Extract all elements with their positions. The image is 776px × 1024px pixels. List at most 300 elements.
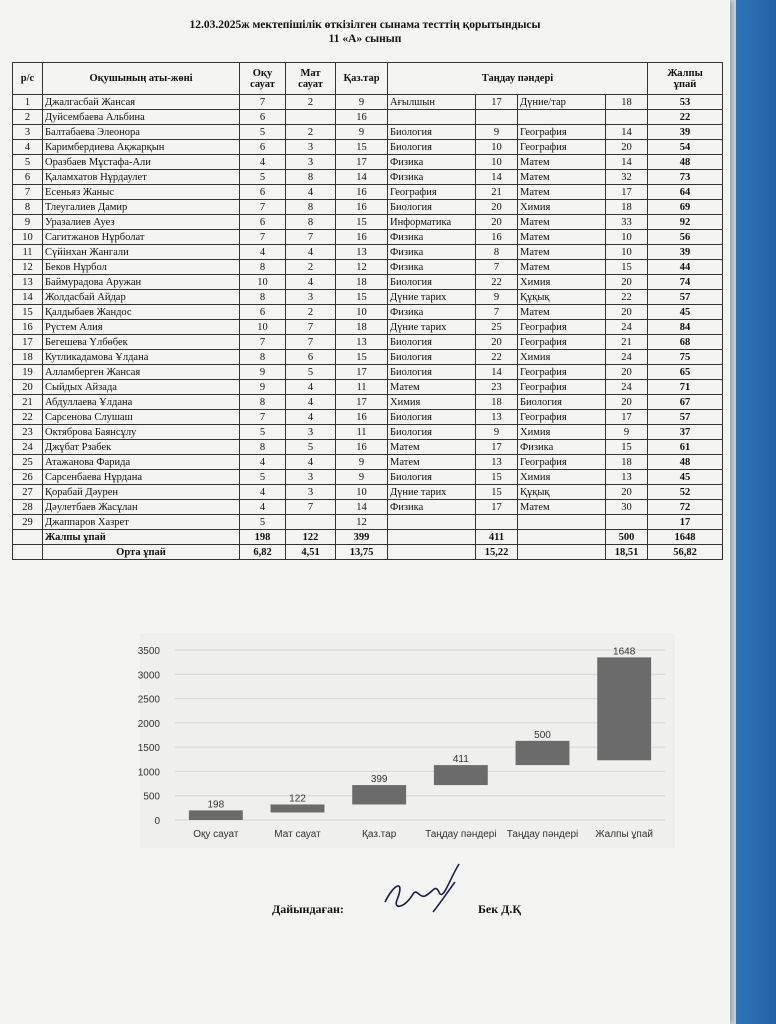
elective1-subject: Физика	[388, 155, 476, 170]
elective2-score: 17	[606, 410, 648, 425]
elective1-score: 20	[476, 200, 518, 215]
table-row	[13, 485, 723, 500]
math-score: 3	[286, 485, 336, 500]
total-score: 67	[648, 395, 723, 410]
elective1-score: 7	[476, 260, 518, 275]
table-row	[13, 155, 723, 170]
table-row	[13, 410, 723, 425]
elective1-score: 8	[476, 245, 518, 260]
reading-score: 6	[240, 140, 286, 155]
elective1-score: 22	[476, 350, 518, 365]
elective1-subject: Физика	[388, 230, 476, 245]
math-score: 8	[286, 215, 336, 230]
elective1-score	[476, 515, 518, 530]
reading-score: 7	[240, 410, 286, 425]
math-score: 3	[286, 155, 336, 170]
math-score: 7	[286, 230, 336, 245]
math-score: 4	[286, 275, 336, 290]
history-score: 18	[336, 275, 388, 290]
student-name: Уразалиев Ауез	[43, 215, 240, 230]
data-label: 411	[452, 754, 469, 766]
history-score: 15	[336, 140, 388, 155]
student-name: Бегешева Үлбөбек	[43, 335, 240, 350]
results-table	[12, 62, 723, 560]
history-score: 9	[336, 125, 388, 140]
avg-math: 4,51	[286, 545, 336, 560]
elective1-score: 23	[476, 380, 518, 395]
math-score	[286, 515, 336, 530]
row-number: 11	[13, 245, 43, 260]
reading-score: 4	[240, 455, 286, 470]
student-name: Оразбаев Мұстафа-Али	[43, 155, 240, 170]
table-row	[13, 245, 723, 260]
reading-score: 4	[240, 500, 286, 515]
reading-score: 8	[240, 395, 286, 410]
col-elective-header: Таңдау пәндері	[388, 63, 648, 95]
elective2-subject: Матем	[518, 155, 606, 170]
history-score: 13	[336, 245, 388, 260]
reading-score: 5	[240, 425, 286, 440]
total-score: 71	[648, 380, 723, 395]
history-score: 14	[336, 170, 388, 185]
table-row	[13, 470, 723, 485]
student-name: Рүстем Алия	[43, 320, 240, 335]
elective2-score: 9	[606, 425, 648, 440]
row-number: 9	[13, 215, 43, 230]
elective2-subject: Матем	[518, 185, 606, 200]
sum-row	[13, 530, 723, 545]
reading-score: 6	[240, 110, 286, 125]
elective2-score: 18	[606, 200, 648, 215]
reading-score: 7	[240, 230, 286, 245]
total-score: 53	[648, 95, 723, 110]
total-score: 57	[648, 290, 723, 305]
row-number: 22	[13, 410, 43, 425]
table-row	[13, 110, 723, 125]
x-tick-label: Оқу сауат	[193, 829, 239, 840]
student-name: Сарсенова Слушаш	[43, 410, 240, 425]
reading-score: 9	[240, 380, 286, 395]
reading-score: 4	[240, 245, 286, 260]
table-row	[13, 320, 723, 335]
elective1-subject: Физика	[388, 500, 476, 515]
table-row	[13, 455, 723, 470]
row-number: 16	[13, 320, 43, 335]
history-score: 11	[336, 380, 388, 395]
elective1-score: 15	[476, 485, 518, 500]
elective2-score: 32	[606, 170, 648, 185]
row-number: 29	[13, 515, 43, 530]
row-number: 2	[13, 110, 43, 125]
history-score: 10	[336, 485, 388, 500]
reading-score: 5	[240, 170, 286, 185]
col-number-header: р/с	[13, 63, 43, 95]
total-score: 45	[648, 305, 723, 320]
reading-score: 5	[240, 470, 286, 485]
elective1-score	[476, 110, 518, 125]
elective2-score	[606, 110, 648, 125]
elective2-subject: Құқық	[518, 485, 606, 500]
row-number: 8	[13, 200, 43, 215]
elective1-score: 15	[476, 470, 518, 485]
col-history-header: Қаз.тар	[336, 63, 388, 95]
math-score: 2	[286, 125, 336, 140]
elective2-score: 17	[606, 185, 648, 200]
elective2-score: 20	[606, 485, 648, 500]
elective1-subject: Биология	[388, 200, 476, 215]
reading-score: 7	[240, 95, 286, 110]
reading-score: 10	[240, 320, 286, 335]
elective2-subject: Матем	[518, 170, 606, 185]
student-name: Алламберген Жансая	[43, 365, 240, 380]
student-name: Жолдасбай Айдар	[43, 290, 240, 305]
elective1-subject: Дүние тарих	[388, 290, 476, 305]
y-tick-label: 1500	[137, 743, 160, 755]
history-score: 13	[336, 335, 388, 350]
col-total-header: Жалпы ұпай	[648, 63, 723, 95]
row-number: 21	[13, 395, 43, 410]
student-name: Қалдыбаев Жандос	[43, 305, 240, 320]
avg-history: 13,75	[336, 545, 388, 560]
table-row	[13, 290, 723, 305]
elective2-score: 20	[606, 140, 648, 155]
elective1-subject: Биология	[388, 275, 476, 290]
sum-elective2: 500	[606, 530, 648, 545]
elective2-score: 22	[606, 290, 648, 305]
y-tick-label: 2500	[137, 694, 160, 706]
total-score: 22	[648, 110, 723, 125]
reading-score: 5	[240, 515, 286, 530]
avg-total: 56,82	[648, 545, 723, 560]
reading-score: 4	[240, 155, 286, 170]
elective2-score: 14	[606, 155, 648, 170]
history-score: 14	[336, 500, 388, 515]
elective2-subject: Матем	[518, 245, 606, 260]
math-score: 4	[286, 380, 336, 395]
elective2-score: 10	[606, 245, 648, 260]
elective2-subject: Химия	[518, 350, 606, 365]
elective1-subject	[388, 110, 476, 125]
elective2-subject: География	[518, 455, 606, 470]
chart-bar	[352, 785, 406, 804]
x-tick-label: Таңдау пәндері	[506, 829, 579, 840]
row-number: 10	[13, 230, 43, 245]
math-score: 3	[286, 470, 336, 485]
elective2-score	[606, 515, 648, 530]
elective1-subject: Матем	[388, 440, 476, 455]
elective1-subject: Физика	[388, 170, 476, 185]
elective1-score: 22	[476, 275, 518, 290]
math-score: 4	[286, 245, 336, 260]
row-number: 3	[13, 125, 43, 140]
student-name: Джаппаров Хазрет	[43, 515, 240, 530]
history-score: 10	[336, 305, 388, 320]
document-header	[0, 18, 730, 46]
history-score: 15	[336, 215, 388, 230]
y-tick-label: 0	[154, 816, 160, 827]
reading-score: 8	[240, 440, 286, 455]
elective1-subject: Биология	[388, 410, 476, 425]
elective2-score: 24	[606, 350, 648, 365]
student-name: Есеньяз Жаныс	[43, 185, 240, 200]
history-score: 15	[336, 290, 388, 305]
elective2-subject: География	[518, 410, 606, 425]
student-name: Октяброва Баянсұлу	[43, 425, 240, 440]
reading-score: 6	[240, 215, 286, 230]
elective1-subject: Физика	[388, 245, 476, 260]
total-score: 39	[648, 125, 723, 140]
chart-bar	[189, 810, 243, 820]
data-label: 122	[289, 793, 306, 805]
elective2-score: 15	[606, 440, 648, 455]
math-score: 4	[286, 185, 336, 200]
elective1-subject: Биология	[388, 365, 476, 380]
student-name: Тлеугалиев Дамир	[43, 200, 240, 215]
elective1-subject: Биология	[388, 350, 476, 365]
chart-bar	[434, 765, 488, 785]
header-class: 11 «А» сынып	[328, 33, 402, 45]
elective1-score: 10	[476, 140, 518, 155]
elective2-subject: Физика	[518, 440, 606, 455]
elective1-score: 10	[476, 155, 518, 170]
student-name: Абдуллаева Ұлдана	[43, 395, 240, 410]
elective2-subject: Дүние/тар	[518, 95, 606, 110]
elective2-score: 24	[606, 380, 648, 395]
average-label: Орта ұпай	[43, 545, 240, 560]
student-name: Беков Нұрбол	[43, 260, 240, 275]
y-tick-label: 500	[143, 791, 160, 803]
table-row	[13, 275, 723, 290]
elective1-score: 9	[476, 125, 518, 140]
reading-score: 9	[240, 365, 286, 380]
history-score: 16	[336, 110, 388, 125]
reading-score: 5	[240, 125, 286, 140]
sum-elective1: 411	[476, 530, 518, 545]
student-name: Атажанова Фарида	[43, 455, 240, 470]
history-score: 16	[336, 185, 388, 200]
data-label: 399	[370, 774, 388, 786]
table-row	[13, 140, 723, 155]
elective2-score: 18	[606, 95, 648, 110]
reading-score: 10	[240, 275, 286, 290]
math-score: 8	[286, 200, 336, 215]
student-name: Қаламхатов Нұрдаулет	[43, 170, 240, 185]
elective2-score: 15	[606, 260, 648, 275]
x-tick-label: Таңдау пәндері	[425, 829, 497, 840]
row-number: 7	[13, 185, 43, 200]
elective2-score: 20	[606, 365, 648, 380]
average-row	[13, 545, 723, 560]
elective1-subject: Матем	[388, 455, 476, 470]
elective2-subject: География	[518, 140, 606, 155]
math-score: 7	[286, 320, 336, 335]
elective2-subject: География	[518, 320, 606, 335]
history-score: 17	[336, 155, 388, 170]
table-row	[13, 170, 723, 185]
elective1-score: 16	[476, 230, 518, 245]
y-tick-label: 3000	[137, 670, 160, 682]
elective1-score: 9	[476, 290, 518, 305]
sum-label: Жалпы ұпай	[43, 530, 240, 545]
elective1-subject: Ағылшын	[388, 95, 476, 110]
row-number: 28	[13, 500, 43, 515]
table-row	[13, 350, 723, 365]
student-name: Дуйсембаева Альбина	[43, 110, 240, 125]
total-score: 61	[648, 440, 723, 455]
total-score: 65	[648, 365, 723, 380]
student-name: Кутликадамова Ұлдана	[43, 350, 240, 365]
elective2-subject: Матем	[518, 230, 606, 245]
student-name: Дәулетбаев Жасұлан	[43, 500, 240, 515]
row-number: 26	[13, 470, 43, 485]
row-number: 20	[13, 380, 43, 395]
history-score: 16	[336, 200, 388, 215]
total-score: 39	[648, 245, 723, 260]
elective2-subject: Химия	[518, 470, 606, 485]
elective1-subject: Биология	[388, 125, 476, 140]
student-name: Қорабай Дәурен	[43, 485, 240, 500]
elective2-subject: Құқық	[518, 290, 606, 305]
total-score: 69	[648, 200, 723, 215]
row-number: 14	[13, 290, 43, 305]
elective1-subject: Биология	[388, 335, 476, 350]
row-number: 5	[13, 155, 43, 170]
col-reading-header: Оқу сауат	[240, 63, 286, 95]
elective1-subject: Химия	[388, 395, 476, 410]
elective2-subject: Биология	[518, 395, 606, 410]
total-score: 64	[648, 185, 723, 200]
history-score: 17	[336, 395, 388, 410]
history-score: 17	[336, 365, 388, 380]
elective1-subject: Биология	[388, 425, 476, 440]
elective1-subject: Дүние тарих	[388, 320, 476, 335]
math-score: 4	[286, 410, 336, 425]
math-score: 5	[286, 365, 336, 380]
reading-score: 8	[240, 260, 286, 275]
math-score: 4	[286, 455, 336, 470]
elective1-subject: Биология	[388, 470, 476, 485]
elective2-subject: География	[518, 335, 606, 350]
history-score: 16	[336, 410, 388, 425]
elective1-subject: Информатика	[388, 215, 476, 230]
total-score: 74	[648, 275, 723, 290]
row-number: 19	[13, 365, 43, 380]
elective1-subject: Дүние тарих	[388, 485, 476, 500]
elective1-score: 17	[476, 440, 518, 455]
math-score: 2	[286, 95, 336, 110]
table-row	[13, 380, 723, 395]
elective1-subject: Физика	[388, 305, 476, 320]
y-tick-label: 2000	[137, 718, 160, 730]
signature	[375, 862, 470, 922]
sum-history: 399	[336, 530, 388, 545]
row-number: 18	[13, 350, 43, 365]
elective1-score: 17	[476, 95, 518, 110]
elective1-score: 20	[476, 335, 518, 350]
reading-score: 7	[240, 335, 286, 350]
elective2-score: 20	[606, 395, 648, 410]
total-score: 37	[648, 425, 723, 440]
elective2-score: 24	[606, 320, 648, 335]
math-score: 2	[286, 260, 336, 275]
math-score: 3	[286, 140, 336, 155]
elective1-score: 14	[476, 365, 518, 380]
elective1-score: 9	[476, 425, 518, 440]
table-row	[13, 335, 723, 350]
table-row	[13, 365, 723, 380]
elective1-subject: Биология	[388, 140, 476, 155]
elective1-subject: География	[388, 185, 476, 200]
elective1-score: 21	[476, 185, 518, 200]
chart-bar	[597, 657, 651, 760]
row-number: 25	[13, 455, 43, 470]
math-score: 3	[286, 290, 336, 305]
row-number: 13	[13, 275, 43, 290]
total-score: 56	[648, 230, 723, 245]
elective2-score: 13	[606, 470, 648, 485]
history-score: 16	[336, 230, 388, 245]
row-number: 4	[13, 140, 43, 155]
history-score: 12	[336, 260, 388, 275]
elective2-subject: География	[518, 380, 606, 395]
reading-score: 6	[240, 185, 286, 200]
sum-reading: 198	[240, 530, 286, 545]
elective1-subject: Матем	[388, 380, 476, 395]
author-name: Бек Д.Қ	[478, 902, 522, 916]
table-row	[13, 440, 723, 455]
table-row	[13, 185, 723, 200]
prepared-by-label: Дайындаған:	[272, 902, 344, 916]
student-name: Каримбердиева Ақжарқын	[43, 140, 240, 155]
total-score: 84	[648, 320, 723, 335]
elective2-score: 21	[606, 335, 648, 350]
student-name: Баймурадова Аружан	[43, 275, 240, 290]
row-number: 12	[13, 260, 43, 275]
col-math-header: Мат сауат	[286, 63, 336, 95]
elective2-subject: Химия	[518, 275, 606, 290]
table-row	[13, 260, 723, 275]
table-row	[13, 305, 723, 320]
data-label: 198	[207, 799, 225, 811]
total-score: 44	[648, 260, 723, 275]
table-row	[13, 425, 723, 440]
elective2-score: 20	[606, 305, 648, 320]
history-score: 18	[336, 320, 388, 335]
elective2-subject	[518, 515, 606, 530]
avg-reading: 6,82	[240, 545, 286, 560]
reading-score: 4	[240, 485, 286, 500]
elective1-score: 18	[476, 395, 518, 410]
math-score: 7	[286, 500, 336, 515]
total-score: 45	[648, 470, 723, 485]
sum-total: 1648	[648, 530, 723, 545]
total-score: 72	[648, 500, 723, 515]
reading-score: 6	[240, 305, 286, 320]
math-score: 8	[286, 170, 336, 185]
total-score: 52	[648, 485, 723, 500]
table-row	[13, 95, 723, 110]
reading-score: 7	[240, 200, 286, 215]
elective2-score: 18	[606, 455, 648, 470]
elective1-score: 14	[476, 170, 518, 185]
history-score: 12	[336, 515, 388, 530]
elective2-subject	[518, 110, 606, 125]
history-score: 15	[336, 350, 388, 365]
math-score: 6	[286, 350, 336, 365]
reading-score: 8	[240, 350, 286, 365]
elective2-subject: Химия	[518, 425, 606, 440]
elective1-score: 7	[476, 305, 518, 320]
